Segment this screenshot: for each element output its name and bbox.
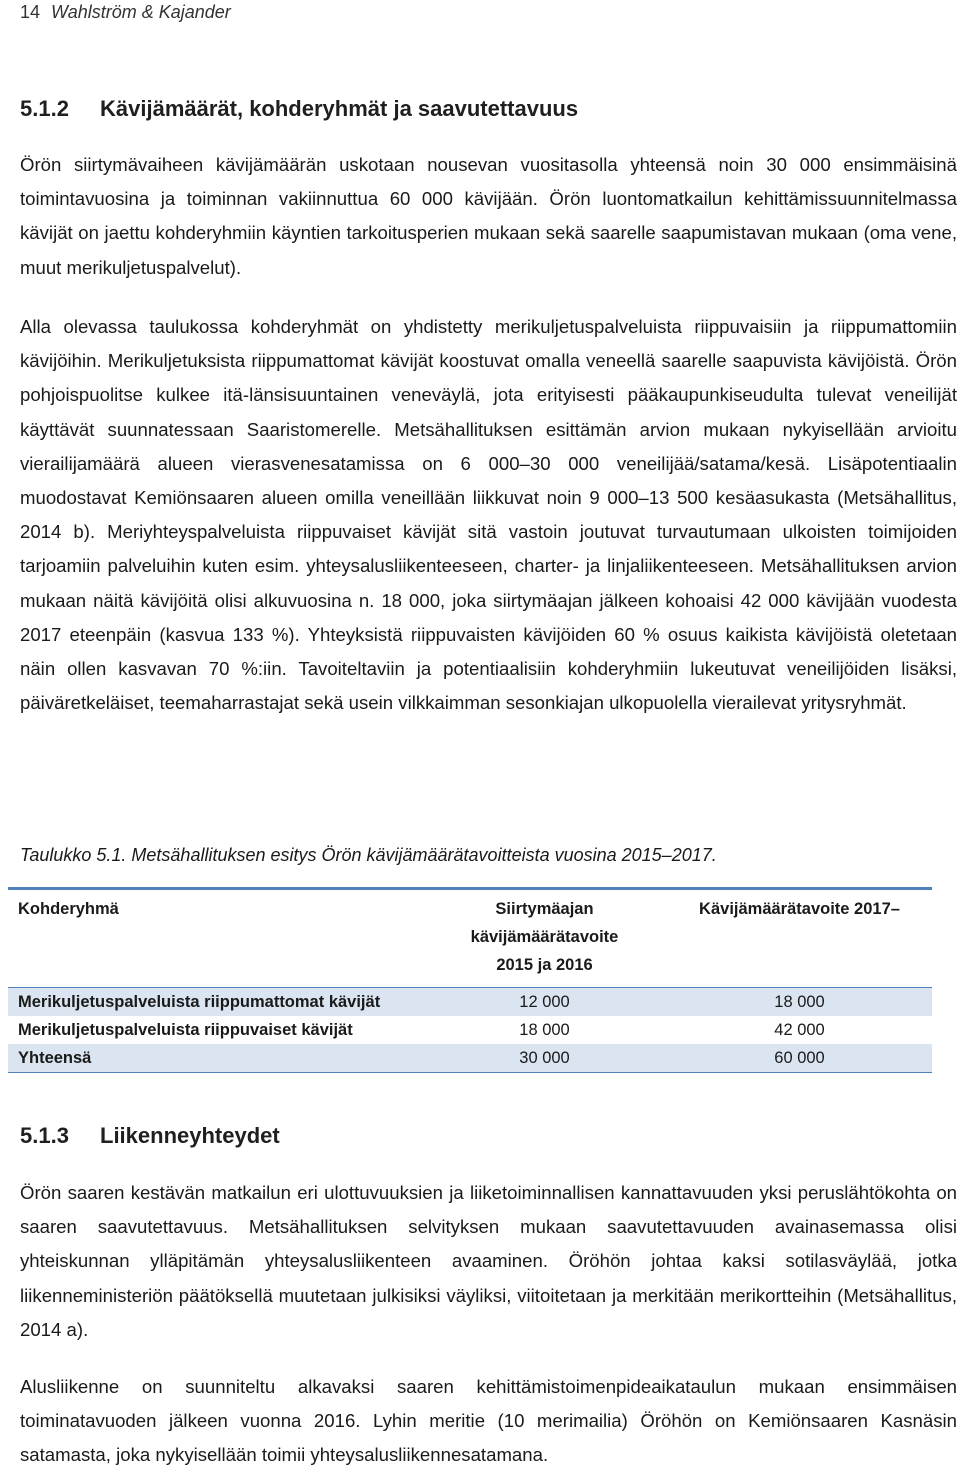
paragraph-text: Alla olevassa taulukossa kohderyhmät on yhdistetty merikuljetuspalveluista riippuvaisiin ja riippumattomiin kävijöihin. Merikuljetuksista riippumattomat kävijät koostuvat omalla veneellä saarelle saapuvista kävijöistä. Örön pohjoispuolitse kulkee itä-länsisuuntainen veneväylä, jota erityisesti pääkaupunkiseudulta tulevat veneilijät käyttävät suunnatessaan Saaristomerelle. Metsähallituksen esittämän arvion mukaan nykyisellään arvioitu vierailijamäärä alueen vierasvenesatamissa on 6 000–30 000 veneilijää/satama/kesä. Lisäpotentiaalin muodostavat Kemiönsaaren alueen omilla veneillään liikkuvat noin 9 000–13 500 kesäasukasta (Metsähallitus, 2014 b). Meriyhteyspalveluista riippuvaiset kävijät sitä vastoin joutuvat turvautumaan ulkoisten toimijoiden tarjoamiin palveluihin kuten esim. yhteysalusliikenteeseen, charter- ja linjaliikenteeseen. Metsähallituksen arvion mukaan näitä kävijöitä olisi alkuvuosina n. 18 000, joka siirtymäajan jälkeen kohoaisi 42 000 kävijään vuodesta 2017 eteenpäin (kasvua 133 %). Yhteyksistä riippuvaisten kävijöiden 60 % osuus kaikista kävijöistä oletetaan näin ollen kasvavan 70 %:iin. Tavoiteltaviin ja potentiaalisiin kohderyhmiin lukeutuvat veneilijöiden lisäksi, päiväretkeläiset, teemaharrastajat sekä usein vilkkaimman sesonkiajan ulkopuolella vierailevat yritysryhmät. <box>20 316 957 714</box>
paragraph-text: Örön siirtymävaiheen kävijämäärän uskotaan nousevan vuositasolla yhteensä noin 30 000 ensimmäisinä toimintavuosina ja toiminnan vakiinnuttua 60 000 kävijään. Örön luontomatkailun kehittämissuunnitelmassa kävijät on jaettu kohderyhmiin käyntien tarkoitusperien mukaan sekä saarelle saapumistavan mukaan (oma vene, muut merikuljetuspalvelut). <box>20 154 957 278</box>
section-heading-5-1-2 <box>20 96 578 122</box>
row-transition: 12 000 <box>519 993 570 1011</box>
table-header-row <box>8 889 932 988</box>
row-target-2017: 42 000 <box>774 1021 825 1039</box>
row-group: Merikuljetuspalveluista riippuvaiset kävijät <box>18 1021 353 1039</box>
section-5-1-3-paragraph-2 <box>20 1370 957 1473</box>
table-caption: Taulukko 5.1. Metsähallituksen esitys Örön kävijämäärätavoitteista vuosina 2015–2017. <box>20 845 717 865</box>
section-5-1-2-paragraph-2 <box>20 310 957 720</box>
paragraph-text: Örön saaren kestävän matkailun eri ulottuvuuksien ja liiketoiminnallisen kannattavuuden yksi peruslähtökohta on saaren saavutettavuus. Metsähallituksen selvityksen mukaan saavutettavuuden avainasemassa olisi yhteiskunnan ylläpitämän yhteysalusliikenteen avaaminen. Öröhön johtaa kaksi sotilasväylää, jotka liikenneministeriön päätöksellä muutetaan julkisiksi väyliksi, viitoitetaan ja merkitään merikortteihin (Metsähallitus, 2014 a). <box>20 1182 957 1340</box>
header-target-2017: Kävijämäärätavoite 2017– <box>699 900 900 918</box>
page-number: 14 <box>20 2 41 22</box>
section-title: Liikenneyhteydet <box>100 1123 280 1148</box>
running-header <box>20 2 231 23</box>
header-line: 2015 ja 2016 <box>496 956 593 974</box>
header-authors: Wahlström & Kajander <box>51 2 231 22</box>
table-row <box>8 988 932 1017</box>
header-line: Siirtymäajan <box>495 900 594 918</box>
section-5-1-3-paragraph-1 <box>20 1176 957 1347</box>
table-row <box>8 1016 932 1044</box>
row-transition: 18 000 <box>519 1021 570 1039</box>
section-number: 5.1.3 <box>20 1123 69 1148</box>
row-group: Yhteensä <box>18 1049 92 1067</box>
section-title: Kävijämäärät, kohderyhmät ja saavutettavuus <box>100 96 579 121</box>
table-row-total <box>8 1044 932 1073</box>
row-group: Merikuljetuspalveluista riippumattomat kävijät <box>18 993 381 1011</box>
section-5-1-2-paragraph-1 <box>20 148 957 285</box>
paragraph-text: Alusliikenne on suunniteltu alkavaksi saaren kehittämistoimenpideaikataulun mukaan ensimmäisen toiminatavuoden jälkeen vuonna 2016. Lyhin meritie (10 merimailia) Öröhön on Kemiönsaaren Kasnäsin satamasta, joka nykyisellään toimii yhteysalusliikennesatamana. <box>20 1376 957 1466</box>
row-target-2017: 18 000 <box>774 993 825 1011</box>
row-transition: 30 000 <box>519 1049 570 1067</box>
section-number: 5.1.2 <box>20 96 69 121</box>
section-heading-5-1-3 <box>20 1123 280 1149</box>
header-target-group: Kohderyhmä <box>18 900 119 918</box>
visitor-target-table <box>8 887 932 1073</box>
row-target-2017: 60 000 <box>774 1049 825 1067</box>
header-transition-target <box>422 889 667 988</box>
header-line: kävijämäärätavoite <box>470 928 619 946</box>
